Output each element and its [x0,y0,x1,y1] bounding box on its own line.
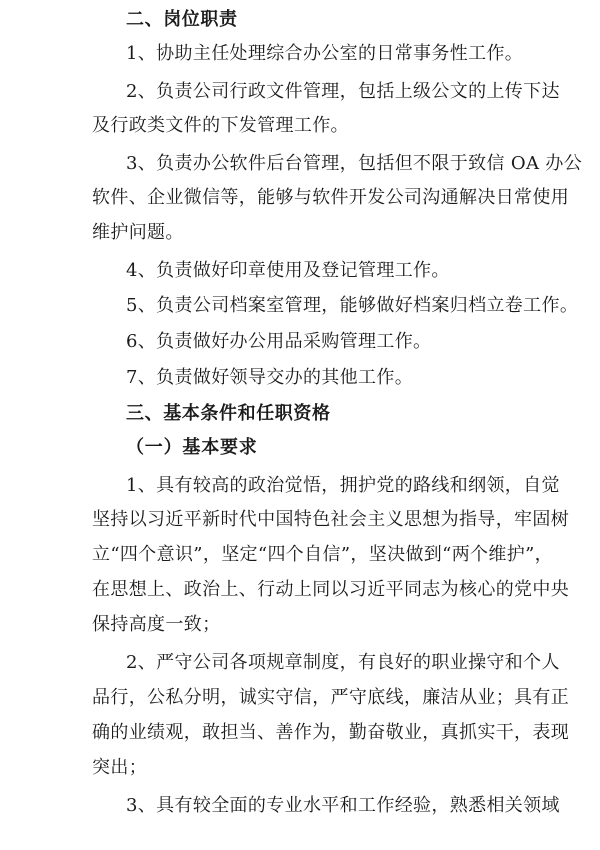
paragraph-line: 维护问题。 [92,222,184,243]
paragraph-line: 2、严守公司各项规章制度，有良好的职业操守和个人 [126,652,560,673]
paragraph-line: 立“四个意识”，坚定“四个自信”，坚决做到“两个维护”， [92,544,554,565]
paragraph-line: 在思想上、政治上、行动上同以习近平同志为核心的党中央 [92,579,570,600]
paragraph-line: 保持高度一致； [92,614,221,635]
subsection-heading: （一）基本要求 [126,437,258,458]
section-2-heading: 二、岗位职责 [126,9,238,30]
paragraph-line: 3、具有较全面的专业水平和工作经验，熟悉相关领域 [126,795,560,816]
paragraph-line: 确的业绩观，敢担当、善作为，勤奋敬业，真抓实干，表现 [92,722,570,743]
paragraph-line: 1、具有较高的政治觉悟，拥护党的路线和纲领，自觉 [126,475,560,496]
paragraph-line: 坚持以习近平新时代中国特色社会主义思想为指导，牢固树 [92,509,570,530]
paragraph-line: 5、负责公司档案室管理，能够做好档案归档立卷工作。 [126,295,579,316]
paragraph-line: 6、负责做好办公用品采购管理工作。 [126,331,432,352]
section-3-heading: 三、基本条件和任职资格 [126,403,331,424]
paragraph-line: 软件、企业微信等，能够与软件开发公司沟通解决日常使用 [92,187,570,208]
paragraph-line: 品行，公私分明，诚实守信，严守底线，廉洁从业；具有正 [92,687,570,708]
paragraph-line: 2、负责公司行政文件管理，包括上级公文的上传下达 [126,81,560,102]
paragraph-line: 3、负责办公软件后台管理，包括但不限于致信 OA 办公 [126,153,583,174]
paragraph-line: 4、负责做好印章使用及登记管理工作。 [126,260,450,281]
paragraph-line: 突出； [92,757,148,778]
paragraph-line: 及行政类文件的下发管理工作。 [92,115,349,136]
paragraph-line: 7、负责做好领导交办的其他工作。 [126,367,414,388]
paragraph-line: 1、协助主任处理综合办公室的日常事务性工作。 [126,43,524,64]
